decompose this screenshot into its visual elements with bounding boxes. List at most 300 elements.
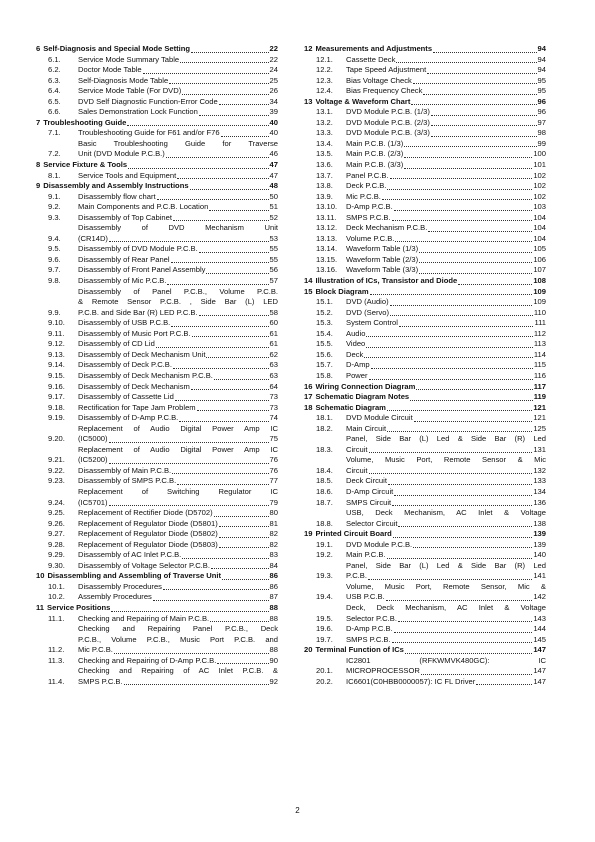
toc-section[interactable]: [304, 455, 546, 476]
toc-section[interactable]: [304, 244, 546, 255]
section-number: 11.1.: [48, 613, 65, 623]
section-number: 6.4.: [48, 86, 61, 96]
page-ref: 103: [533, 202, 546, 212]
section-title-line: Checking and Repairing Panel P.C.B., Deck: [78, 624, 278, 634]
section-number: 9.21.: [48, 455, 65, 465]
section-number: 18: [304, 402, 313, 412]
section-number: 9.17.: [48, 392, 65, 402]
toc-section[interactable]: [36, 244, 278, 255]
dot-leader: [395, 241, 532, 242]
page-ref: 88: [269, 613, 278, 623]
section-title: Voltage & Waveform Chart: [315, 96, 411, 106]
toc-entry-body: [78, 55, 278, 66]
toc-section[interactable]: [304, 350, 546, 361]
toc-entry-body: [78, 476, 278, 487]
section-number: 6.6.: [48, 107, 61, 117]
toc-section[interactable]: [36, 508, 278, 519]
section-number: 18.3.: [316, 444, 333, 454]
toc-section[interactable]: [36, 371, 278, 382]
dot-leader: [173, 368, 269, 369]
section-title: Disassembly of D-Amp P.C.B.: [78, 413, 179, 423]
page-ref: 143: [533, 613, 546, 623]
toc-entry-body: [346, 455, 546, 476]
dot-leader: [369, 473, 533, 474]
toc-section[interactable]: [304, 603, 546, 624]
section-number: 13.3.: [316, 128, 333, 138]
page-ref: 53: [269, 233, 278, 243]
toc-entry-body: [315, 392, 546, 403]
toc-entry-body: [78, 666, 278, 687]
toc-section[interactable]: [36, 276, 278, 287]
toc-entry-body: [346, 213, 546, 224]
section-title: Disassembly of Main P.C.B.: [78, 465, 172, 475]
toc-section[interactable]: [36, 487, 278, 508]
section-number: 8: [36, 160, 41, 170]
toc-section[interactable]: [304, 424, 546, 435]
section-number: 13.11.: [316, 212, 337, 222]
toc-section[interactable]: [36, 582, 278, 593]
toc-chapter[interactable]: [304, 97, 546, 108]
section-number: 11.2.: [48, 645, 65, 655]
dot-leader: [394, 210, 533, 211]
section-title: (IC5701): [78, 497, 108, 507]
section-title: (IC5200): [78, 455, 108, 465]
toc-section[interactable]: [304, 360, 546, 371]
toc-chapter[interactable]: [304, 392, 546, 403]
toc-entry-body: [346, 86, 546, 97]
toc-entry-body: [346, 149, 546, 160]
toc-section[interactable]: [36, 382, 278, 393]
toc-section[interactable]: [36, 202, 278, 213]
section-title: Disassembly of USB P.C.B.: [78, 318, 171, 328]
section-title: Service Positions: [47, 602, 111, 612]
page-ref: 116: [533, 370, 546, 380]
toc-entry-body: [346, 434, 546, 455]
section-title: Terminal Function of ICs: [315, 645, 404, 655]
section-number: 9.24.: [48, 497, 65, 507]
toc-entry-body: [78, 614, 278, 625]
section-title: Main P.C.B. (3/3): [346, 160, 404, 170]
section-title: Panel P.C.B.: [346, 170, 389, 180]
toc-section[interactable]: [304, 76, 546, 87]
dot-leader: [222, 579, 269, 580]
section-number: 9.20.: [48, 434, 65, 444]
toc-entry-body: [78, 350, 278, 361]
toc-section[interactable]: [36, 65, 278, 76]
section-title: Doctor Mode Table: [78, 65, 142, 75]
toc-section[interactable]: [36, 529, 278, 540]
toc-section[interactable]: [36, 97, 278, 108]
section-number: 9.19.: [48, 413, 65, 423]
section-number: 10.1.: [48, 581, 65, 591]
page-ref: 109: [533, 286, 546, 296]
toc-section[interactable]: [36, 403, 278, 414]
toc-section[interactable]: [304, 413, 546, 424]
section-number: 6.5.: [48, 96, 61, 106]
toc-section[interactable]: [36, 76, 278, 87]
toc-section[interactable]: [36, 329, 278, 340]
section-number: 9.12.: [48, 339, 65, 349]
section-title: Disassembly Procedures: [78, 581, 162, 591]
section-title: Service Fixture & Tools: [43, 160, 128, 170]
toc-section[interactable]: [304, 139, 546, 150]
dot-leader: [199, 115, 269, 116]
section-number: 16: [304, 381, 313, 391]
dot-leader: [431, 136, 537, 137]
page-ref: 88: [269, 645, 278, 655]
dot-leader: [143, 73, 269, 74]
toc-section[interactable]: [304, 86, 546, 97]
toc-entry-body: [315, 645, 546, 656]
toc-chapter[interactable]: [36, 160, 278, 171]
toc-entry-body: [346, 76, 546, 87]
section-number: 13.2.: [316, 117, 333, 127]
section-title: Bias Voltage Check: [346, 75, 412, 85]
toc-chapter[interactable]: [304, 276, 546, 287]
dot-leader: [175, 400, 269, 401]
toc-section[interactable]: [36, 592, 278, 603]
toc-section[interactable]: [36, 656, 278, 667]
page-ref: 147: [533, 666, 546, 676]
section-number: 11: [36, 602, 45, 612]
toc-entry-body: [346, 424, 546, 435]
toc-section[interactable]: [304, 128, 546, 139]
section-title: Service Mode Table (For DVD): [78, 86, 182, 96]
page-ref: 133: [533, 476, 546, 486]
section-title: Tape Speed Adjustment: [346, 65, 427, 75]
section-number: 12.4.: [316, 86, 333, 96]
toc-entry-body: [346, 498, 546, 509]
toc-chapter[interactable]: [36, 44, 278, 55]
toc-section[interactable]: [36, 413, 278, 424]
section-number: 6.3.: [48, 75, 61, 85]
toc-chapter[interactable]: [304, 529, 546, 540]
toc-entry-body: [78, 107, 278, 118]
dot-leader: [386, 600, 533, 601]
dot-leader: [219, 104, 269, 105]
page-ref: 86: [269, 581, 278, 591]
dot-leader: [390, 305, 533, 306]
page-ref: 47: [269, 160, 278, 170]
page-ref: 125: [533, 423, 546, 433]
section-number: 15.2.: [316, 307, 333, 317]
toc-section[interactable]: [36, 265, 278, 276]
section-number: 19.4.: [316, 592, 333, 602]
toc-section[interactable]: [36, 255, 278, 266]
section-title: DVD Module P.C.B.: [346, 539, 413, 549]
toc-entry-body: [346, 128, 546, 139]
section-number: 19.6.: [316, 624, 333, 634]
section-title: Disassembly of Deck Mechanism P.C.B.: [78, 370, 213, 380]
toc-entry-body: [78, 97, 278, 108]
toc-section[interactable]: [304, 561, 546, 582]
page-ref: 40: [269, 128, 278, 138]
toc-chapter[interactable]: [304, 645, 546, 656]
toc-chapter[interactable]: [304, 287, 546, 298]
toc-section[interactable]: [304, 171, 546, 182]
toc-section[interactable]: [304, 624, 546, 635]
section-title: System Control: [346, 318, 398, 328]
toc-section[interactable]: [304, 149, 546, 160]
toc-entry-body: [78, 318, 278, 329]
page-ref: 34: [269, 96, 278, 106]
page-ref: 51: [269, 202, 278, 212]
page-ref: 77: [269, 476, 278, 486]
section-title: Sales Demonstration Lock Function: [78, 107, 198, 117]
toc-section[interactable]: [304, 498, 546, 509]
page-ref: 26: [269, 86, 278, 96]
toc-section[interactable]: [36, 614, 278, 625]
section-number: 8.1.: [48, 170, 61, 180]
section-title: IC6601(C0HBB0000057): IC FL Driver: [346, 676, 476, 686]
dot-leader: [421, 674, 532, 675]
toc-section[interactable]: [304, 181, 546, 192]
section-title-line: [78, 498, 278, 509]
toc-section[interactable]: [36, 139, 278, 160]
section-number: 12.3.: [316, 75, 333, 85]
toc-entry-body: [78, 339, 278, 350]
section-title-line: [346, 466, 546, 477]
dot-leader: [416, 389, 532, 390]
toc-section[interactable]: [36, 171, 278, 182]
section-number: 9: [36, 181, 41, 191]
section-number: 15.4.: [316, 328, 333, 338]
toc-entry-body: [346, 635, 546, 646]
toc-entry-body: [346, 202, 546, 213]
toc-section[interactable]: [304, 297, 546, 308]
section-number: 13.9.: [316, 191, 333, 201]
toc-section[interactable]: [304, 223, 546, 234]
section-number: 11.4.: [48, 676, 65, 686]
toc-section[interactable]: [36, 86, 278, 97]
toc-section[interactable]: [36, 223, 278, 244]
section-number: 18.6.: [316, 486, 333, 496]
dot-leader: [214, 516, 269, 517]
toc-section[interactable]: [304, 65, 546, 76]
page-ref: 145: [533, 634, 546, 644]
dot-leader: [177, 178, 268, 179]
toc-section[interactable]: [304, 656, 546, 677]
toc-section[interactable]: [36, 624, 278, 656]
section-number: 15.8.: [316, 370, 333, 380]
toc-section[interactable]: [36, 424, 278, 445]
toc-section[interactable]: [36, 540, 278, 551]
section-number: 9.10.: [48, 318, 65, 328]
toc-entry-body: [78, 371, 278, 382]
dot-leader: [191, 389, 269, 390]
dot-leader: [392, 642, 533, 643]
toc-entry-body: [78, 466, 278, 477]
toc-section[interactable]: [36, 192, 278, 203]
toc-section[interactable]: [304, 635, 546, 646]
toc-entry-body: [315, 97, 546, 108]
section-title: Mic P.C.B.: [346, 191, 381, 201]
toc-entry-body: [78, 540, 278, 551]
toc-section[interactable]: [36, 55, 278, 66]
page-ref: 22: [269, 54, 278, 64]
section-number: 15.5.: [316, 339, 333, 349]
toc-section[interactable]: [304, 265, 546, 276]
section-number: 18.4.: [316, 465, 333, 475]
toc-section[interactable]: [304, 540, 546, 551]
dot-leader: [423, 94, 536, 95]
toc-entry-body: [346, 561, 546, 582]
section-number: 20: [304, 645, 313, 655]
toc-section[interactable]: [36, 466, 278, 477]
section-number: 19: [304, 529, 313, 539]
dot-leader: [369, 379, 533, 380]
toc-section[interactable]: [36, 476, 278, 487]
toc-entry-body: [346, 192, 546, 203]
dot-leader: [153, 600, 269, 601]
dot-leader: [405, 653, 532, 654]
section-number: 10: [36, 571, 45, 581]
toc-section[interactable]: [304, 550, 546, 561]
page-ref: 47: [269, 170, 278, 180]
toc-section[interactable]: [304, 476, 546, 487]
page-ref: 40: [269, 117, 278, 127]
toc-section[interactable]: [304, 55, 546, 66]
toc-section[interactable]: [36, 350, 278, 361]
toc-section[interactable]: [304, 192, 546, 203]
toc-chapter[interactable]: [36, 118, 278, 129]
dot-leader: [172, 473, 268, 474]
toc-entry-body: [315, 287, 546, 298]
toc-section[interactable]: [36, 519, 278, 530]
dot-leader: [111, 611, 268, 612]
page-ref: 82: [269, 529, 278, 539]
toc-entry-body: [78, 244, 278, 255]
toc-section[interactable]: [304, 202, 546, 213]
toc-section[interactable]: [304, 329, 546, 340]
toc-entry-body: [47, 603, 278, 614]
section-title-line: Replacement of Audio Digital Power Amp IC: [78, 423, 278, 433]
section-title: D-Amp Circuit: [346, 486, 394, 496]
toc-chapter[interactable]: [304, 382, 546, 393]
toc-entry-body: [78, 561, 278, 572]
section-title: Main P.C.B. (1/3): [346, 138, 404, 148]
toc-section[interactable]: [304, 677, 546, 688]
section-title: SMPS P.C.B.: [346, 634, 391, 644]
toc-section[interactable]: [304, 308, 546, 319]
toc-entry-body: [43, 181, 278, 192]
section-title-line: [78, 234, 278, 245]
page-ref: 140: [533, 550, 546, 560]
page-ref: 139: [533, 539, 546, 549]
section-number: 9.5.: [48, 244, 61, 254]
section-number: 9.1.: [48, 191, 61, 201]
page-ref: 100: [533, 149, 546, 159]
toc-entry-body: [346, 540, 546, 551]
section-number: 18.1.: [316, 413, 333, 423]
toc-section[interactable]: [304, 582, 546, 603]
page-ref: 94: [537, 54, 546, 64]
page-ref: 52: [269, 212, 278, 222]
toc-entry-body: [346, 234, 546, 245]
toc-section[interactable]: [304, 339, 546, 350]
toc-entry-body: [346, 223, 546, 234]
dot-leader: [211, 568, 269, 569]
section-number: 9.26.: [48, 518, 65, 528]
page-ref: 48: [269, 181, 278, 191]
section-title-line: [78, 455, 278, 466]
toc-section[interactable]: [36, 360, 278, 371]
section-number: 18.8.: [316, 518, 333, 528]
toc-section[interactable]: [304, 213, 546, 224]
page-ref: 94: [537, 44, 546, 53]
toc-section[interactable]: [36, 561, 278, 572]
section-title: Deck Circuit: [346, 476, 387, 486]
toc-chapter[interactable]: [36, 181, 278, 192]
toc-entry-body: [78, 360, 278, 371]
page-ref: 99: [537, 138, 546, 148]
section-title: Measurements and Adjustments: [315, 44, 433, 53]
toc-entry-body: [78, 656, 278, 667]
toc-entry-body: [78, 487, 278, 508]
toc-section[interactable]: [304, 371, 546, 382]
toc-section[interactable]: [304, 107, 546, 118]
toc-section[interactable]: [304, 487, 546, 498]
section-number: 7.1.: [48, 128, 61, 138]
toc-section[interactable]: [304, 118, 546, 129]
toc-chapter[interactable]: [304, 403, 546, 414]
toc-entry-body: [78, 508, 278, 519]
section-number: 12.1.: [316, 54, 333, 64]
page-ref: 61: [269, 339, 278, 349]
section-number: 13.16.: [316, 265, 338, 275]
page-ref: 102: [533, 170, 546, 180]
toc-section[interactable]: [36, 128, 278, 139]
page-ref: 121: [533, 402, 546, 412]
toc-entry-body: [346, 171, 546, 182]
page-ref: 22: [269, 44, 278, 53]
toc-section[interactable]: [36, 339, 278, 350]
dot-leader: [182, 558, 268, 559]
toc-section[interactable]: [36, 666, 278, 687]
dot-leader: [182, 94, 268, 95]
toc-section[interactable]: [36, 445, 278, 466]
dot-leader: [433, 52, 536, 53]
toc-section[interactable]: [36, 392, 278, 403]
toc-section[interactable]: [304, 160, 546, 171]
toc-section[interactable]: [36, 550, 278, 561]
section-title: USB P.C.B.: [346, 592, 385, 602]
page-ref: 62: [269, 349, 278, 359]
toc-section[interactable]: [304, 434, 546, 455]
toc-chapter[interactable]: [36, 571, 278, 582]
toc-section[interactable]: [304, 255, 546, 266]
page-ref: 56: [269, 265, 278, 275]
section-number: 19.1.: [316, 539, 333, 549]
toc-entry-body: [78, 287, 278, 319]
toc-section[interactable]: [304, 508, 546, 529]
toc-section[interactable]: [36, 287, 278, 319]
section-title-line: Replacement of Switching Regulator IC: [78, 486, 278, 496]
section-number: 15.3.: [316, 318, 333, 328]
toc-entry-body: [315, 44, 546, 55]
toc-section[interactable]: [304, 318, 546, 329]
toc-section[interactable]: [304, 234, 546, 245]
section-number: 13.7.: [316, 170, 333, 180]
toc-chapter[interactable]: [304, 44, 546, 55]
toc-section[interactable]: [36, 107, 278, 118]
section-number: 20.1.: [316, 666, 333, 676]
toc-section[interactable]: [36, 213, 278, 224]
dot-leader: [214, 379, 269, 380]
toc-chapter[interactable]: [36, 603, 278, 614]
toc-section[interactable]: [36, 318, 278, 329]
dot-leader: [191, 52, 268, 53]
